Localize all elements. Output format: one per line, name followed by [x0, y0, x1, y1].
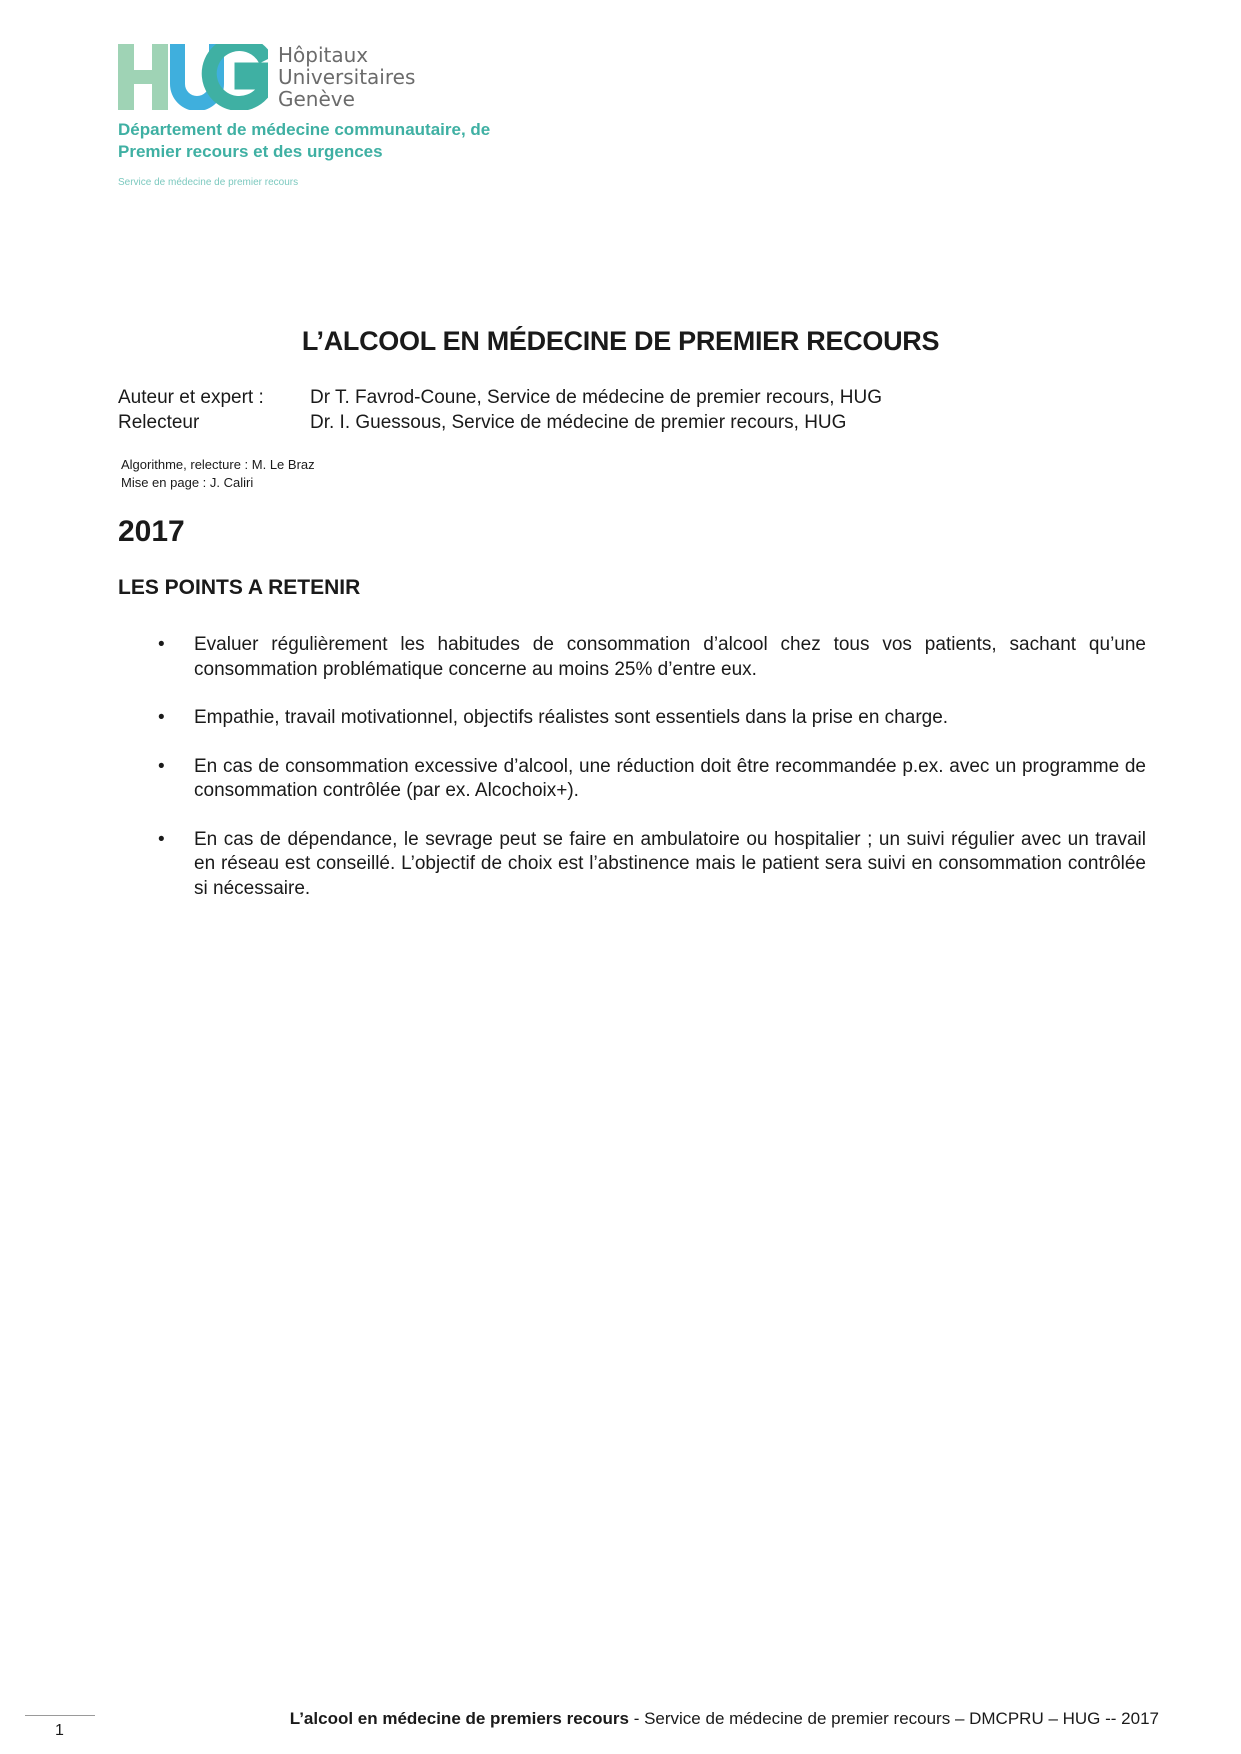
list-item [158, 755, 1146, 804]
list-item-text: Evaluer régulièrement les habitudes de consommation d’alcool chez tous vos patients, sachant qu’une consommation problématique concerne au moins 25% d’entre eux. [194, 634, 1146, 680]
footer-doc-title: L’alcool en médecine de premiers recours [289, 1709, 629, 1728]
credit-line: Mise en page : J. Caliri [121, 475, 254, 490]
author-value: Dr T. Favrod-Coune, Service de médecine de premier recours, HUG [310, 387, 882, 408]
service-name: Service de médecine de premier recours [118, 177, 299, 188]
department-line: Premier recours et des urgences [118, 142, 383, 161]
credits [121, 456, 315, 492]
list-item [158, 633, 1146, 682]
list-item-text: En cas de consommation excessive d’alcool, une réduction doit être recommandée p.ex. avec un programme de consommation contrôlée (par ex. Alcochoix+). [194, 755, 1146, 801]
page-number: 1 [55, 1722, 64, 1739]
hug-logo [118, 43, 416, 111]
bullet-icon: • [158, 755, 165, 777]
document-year: 2017 [118, 515, 185, 548]
reviewer-value: Dr. I. Guessous, Service de médecine de premier recours, HUG [310, 412, 847, 433]
hospital-name-line: Universitaires [278, 65, 416, 89]
reviewer-row [118, 410, 882, 435]
bullet-icon: • [158, 634, 165, 655]
hospital-name-line: Genève [278, 87, 355, 111]
list-item [158, 828, 1146, 902]
author-row [118, 385, 882, 410]
author-label: Auteur et expert : [118, 387, 264, 408]
document-title: L’ALCOOL EN MÉDECINE DE PREMIER RECOURS [301, 326, 940, 356]
footer-doc-suffix: - Service de médecine de premier recours – DMCPRU – HUG -- 2017 [628, 1709, 1159, 1728]
department-line: Département de médecine communautaire, de [118, 120, 491, 139]
list-item [158, 706, 1146, 731]
hospital-name [278, 44, 415, 110]
hospital-name-line: Hôpitaux [278, 43, 369, 67]
footer-divider [25, 1715, 95, 1716]
bullet-icon: • [158, 828, 165, 850]
section-heading: LES POINTS A RETENIR [118, 576, 361, 599]
reviewer-label: Relecteur [118, 412, 200, 433]
authors-block [118, 385, 882, 435]
bullet-icon: • [158, 707, 165, 728]
hug-logo-icon [118, 44, 268, 110]
credit-line: Algorithme, relecture : M. Le Braz [121, 457, 315, 472]
key-points-list [158, 633, 1146, 925]
list-item-text: Empathie, travail motivationnel, objectifs réalistes sont essentiels dans la prise en charge. [194, 707, 949, 728]
department-name [118, 119, 490, 163]
list-item-text: En cas de dépendance, le sevrage peut se faire en ambulatoire ou hospitalier ; un suivi régulier avec un travail en réseau est conseillé. L’objectif de choix est l’abstinence mais le patient sera suivi en consommation contrôlée si nécessaire. [194, 828, 1146, 899]
footer [290, 1709, 1159, 1729]
